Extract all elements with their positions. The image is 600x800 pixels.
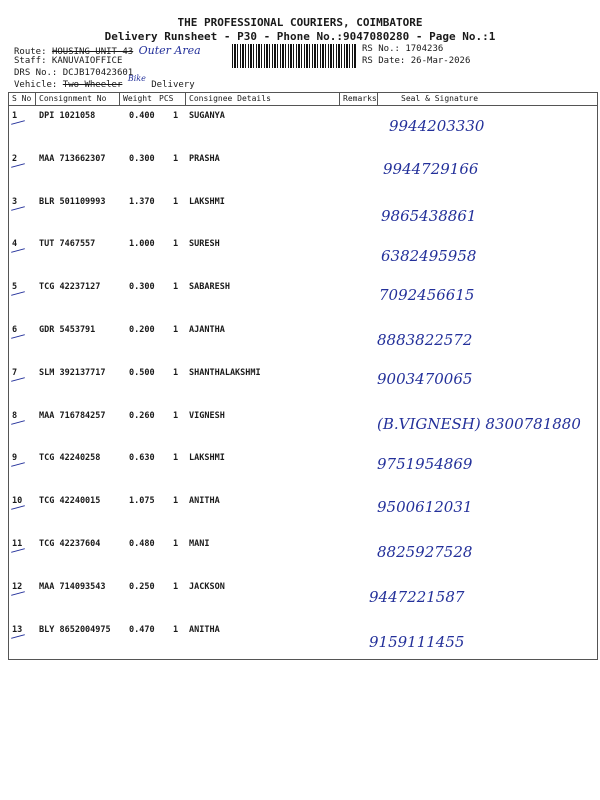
row-weight: 0.470 — [129, 624, 155, 635]
row-sno: 1 — [12, 111, 18, 121]
row-weight: 0.260 — [129, 410, 155, 421]
row-sno: 3 — [12, 196, 18, 207]
table-row — [9, 362, 597, 404]
row-consignment: TCG 42240258 — [39, 453, 101, 464]
vehicle-label: Vehicle: — [14, 80, 58, 90]
route-value: HOUSING UNIT 43 — [51, 47, 134, 57]
row-sno: 5 — [12, 282, 18, 293]
row-pcs: 1 — [173, 410, 179, 421]
row-pcs: 1 — [173, 453, 179, 464]
row-signature: 6382495958 — [381, 247, 477, 266]
row-consignment: TCG 42240015 — [39, 496, 101, 507]
row-signature: 9751954869 — [377, 455, 473, 474]
row-signature: 9500612031 — [377, 498, 473, 517]
row-sno: 12 — [12, 581, 23, 592]
row-consignee: VIGNESH — [189, 410, 225, 421]
row-sno: 4 — [12, 239, 18, 250]
row-consignment: GDR 5453791 — [39, 325, 96, 335]
vehicle-struck: Two Wheeler — [62, 80, 123, 90]
col-signature: Seal & Signature — [401, 94, 479, 103]
row-consignment: TUT 7467557 — [39, 239, 96, 250]
row-consignment: MAA 716784257 — [39, 410, 106, 421]
row-consignment: BLR 501109993 — [39, 196, 106, 207]
row-weight: 0.400 — [129, 111, 155, 121]
table-row — [9, 276, 597, 318]
table-row — [9, 576, 597, 618]
row-sno: 13 — [12, 624, 23, 635]
row-consignee: JACKSON — [189, 581, 225, 592]
row-pcs: 1 — [173, 111, 179, 121]
route-label: Route: — [14, 47, 47, 57]
drs-line: DRS No.: DCJB170423601 — [14, 68, 134, 78]
table-row — [9, 105, 597, 147]
row-pcs: 1 — [173, 581, 179, 592]
row-weight: 1.370 — [129, 196, 155, 207]
table-row — [9, 490, 597, 532]
row-consignment: TCG 42237127 — [39, 282, 101, 293]
row-pcs: 1 — [173, 282, 179, 293]
table-row — [9, 191, 597, 233]
row-consignee: LAKSHMI — [189, 196, 225, 207]
row-signature: 9944729166 — [383, 159, 479, 178]
row-sno: 11 — [12, 539, 23, 549]
row-weight: 0.480 — [129, 539, 155, 549]
table-row — [9, 447, 597, 489]
row-pcs: 1 — [173, 367, 179, 378]
table-row — [9, 405, 597, 447]
row-consignment: BLY 8652004975 — [39, 624, 111, 635]
table-row — [9, 619, 597, 661]
table-row — [9, 233, 597, 275]
sheet-title: THE PROFESSIONAL COURIERS, COIMBATORE — [177, 16, 423, 29]
row-sno: 7 — [12, 367, 18, 378]
col-remarks: Remarks — [343, 94, 377, 103]
col-pcs: PCS — [159, 94, 174, 103]
row-consignee: SURESH — [189, 239, 220, 250]
rs-number: RS No.: 1704236 — [362, 44, 444, 54]
col-sno: S No — [12, 94, 32, 103]
vehicle-line — [14, 74, 195, 90]
route-handwritten-note: Outer Area — [138, 44, 201, 57]
runsheet-table — [8, 92, 598, 660]
row-consignee: SABARESH — [189, 282, 230, 293]
row-consignee: SUGANYA — [189, 111, 225, 121]
rs-date: RS Date: 26-Mar-2026 — [362, 56, 471, 66]
row-sno: 2 — [12, 153, 18, 164]
row-consignee: ANITHA — [189, 496, 220, 507]
staff-line: Staff: KANUVAIOFFICE — [14, 56, 123, 66]
row-weight: 0.630 — [129, 453, 155, 464]
row-consignment: MAA 713662307 — [39, 153, 106, 164]
row-weight: 0.250 — [129, 581, 155, 592]
col-weight: Weight — [123, 94, 152, 103]
row-consignee: SHANTHALAKSHMI — [189, 367, 261, 378]
row-signature: 9003470065 — [377, 369, 473, 388]
row-consignment: MAA 714093543 — [39, 581, 106, 592]
table-row — [9, 148, 597, 190]
row-signature: 9447221587 — [369, 587, 465, 606]
table-row — [9, 319, 597, 361]
row-signature: 8883822572 — [377, 331, 473, 349]
row-pcs: 1 — [173, 624, 179, 635]
row-pcs: 1 — [173, 196, 179, 207]
row-sno: 9 — [12, 453, 18, 464]
row-consignment: TCG 42237604 — [39, 539, 101, 549]
row-weight: 0.300 — [129, 282, 155, 293]
row-consignee: AJANTHA — [189, 325, 225, 335]
row-pcs: 1 — [173, 539, 179, 549]
row-consignee: ANITHA — [189, 624, 220, 635]
row-weight: 0.500 — [129, 367, 155, 378]
row-signature: (B.VIGNESH) 8300781880 — [377, 414, 581, 433]
row-sno: 8 — [12, 410, 18, 421]
row-pcs: 1 — [173, 325, 179, 335]
row-weight: 0.300 — [129, 153, 155, 164]
row-signature: 7092456615 — [379, 286, 475, 305]
col-consignee: Consignee Details — [189, 94, 271, 103]
row-signature: 9159111455 — [369, 632, 465, 651]
row-consignment: SLM 392137717 — [39, 367, 106, 378]
row-pcs: 1 — [173, 496, 179, 507]
vehicle-handwritten-note: Bike — [127, 74, 146, 83]
row-weight: 1.075 — [129, 496, 155, 507]
barcode — [232, 44, 356, 68]
row-signature: 8825927528 — [377, 543, 473, 561]
row-consignee: LAKSHMI — [189, 453, 225, 464]
row-sno: 6 — [12, 325, 18, 335]
row-weight: 0.200 — [129, 325, 155, 335]
row-pcs: 1 — [173, 153, 179, 164]
sheet-subtitle: Delivery Runsheet - P30 - Phone No.:9047080280 - Page No.:1 — [104, 30, 496, 43]
row-consignee: PRASHA — [189, 153, 220, 164]
table-row — [9, 533, 597, 575]
row-signature: 9865438861 — [381, 206, 477, 225]
row-weight: 1.000 — [129, 239, 155, 250]
vehicle-tail: Delivery — [151, 80, 195, 90]
row-pcs: 1 — [173, 239, 179, 250]
row-consignee: MANI — [189, 539, 210, 549]
col-consignment: Consignment No — [39, 94, 107, 103]
row-signature: 9944203330 — [389, 117, 485, 135]
row-sno: 10 — [12, 496, 23, 507]
row-consignment: DPI 1021058 — [39, 111, 96, 121]
